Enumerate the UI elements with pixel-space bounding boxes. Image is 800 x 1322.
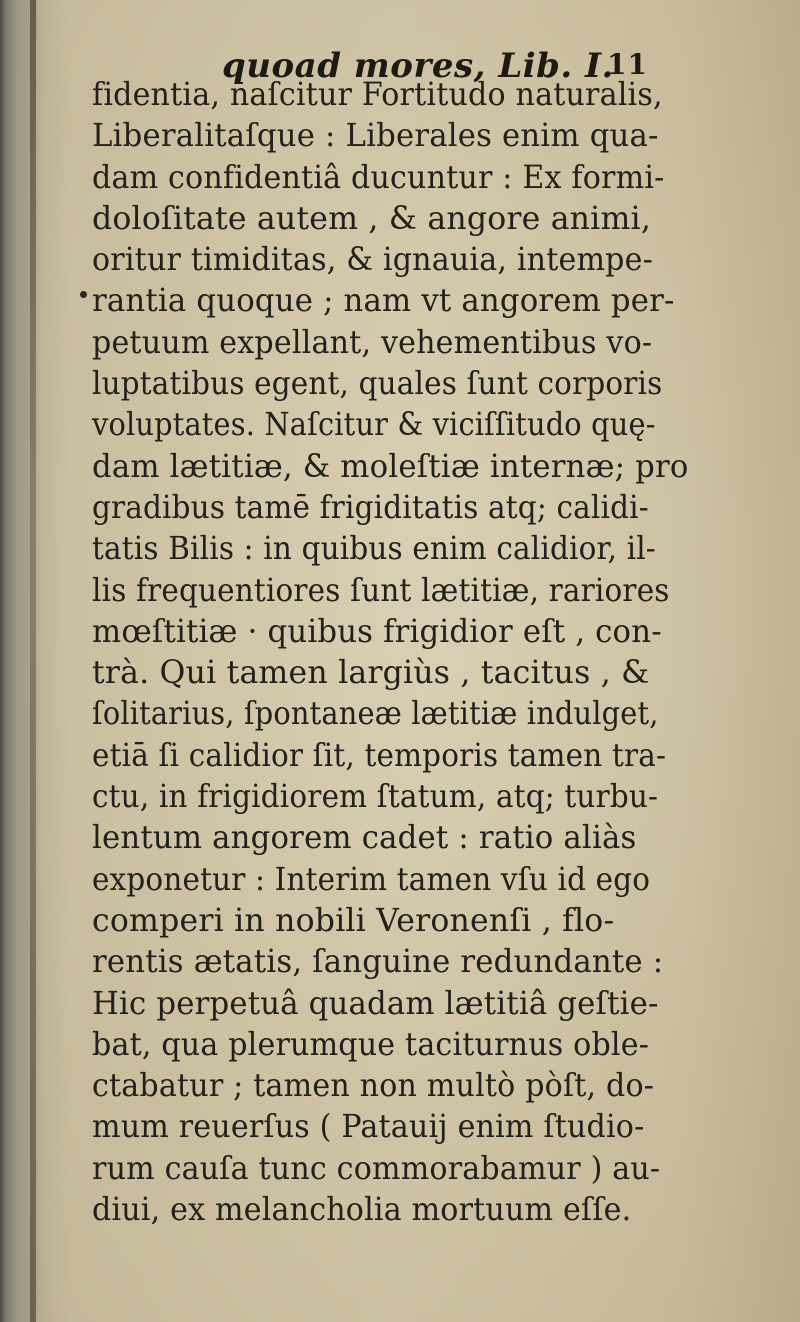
text-line: lentum angorem cadet : ratio aliàs	[92, 818, 637, 857]
text-line: trà. Qui tamen largiùs , tacitus , &	[92, 653, 650, 692]
text-line: ctabatur ; tamen non multò pòſt, do-	[92, 1066, 655, 1105]
text-line: rentis ætatis, ſanguine redundante :	[92, 942, 664, 981]
text-line: rantia quoque ; nam vt angorem per-	[92, 281, 675, 320]
text-line: dam confidentiâ ducuntur : Ex formi-	[92, 157, 665, 196]
body-text	[92, 74, 692, 1230]
text-line: voluptates. Naſcitur & viciſſitudo quę-	[92, 405, 656, 444]
text-line: diui, ex melancholia mortuum eſſe.	[92, 1190, 632, 1229]
binding-shadow	[30, 0, 36, 1322]
text-line: bat, qua plerumque taciturnus oble-	[92, 1024, 650, 1063]
text-line: petuum expellant, vehementibus vo-	[92, 322, 653, 361]
text-line: exponetur : Interim tamen vſu id ego	[92, 859, 651, 898]
text-line: Hic perpetuâ quadam lætitiâ geſtie-	[92, 983, 659, 1022]
text-line: oritur timiditas, & ignauia, intempe-	[92, 240, 653, 279]
text-line: mum reuerſus ( Patauij enim ſtudio-	[92, 1107, 645, 1146]
running-title: quoad mores, Lib. I.	[222, 46, 614, 86]
text-line: ctu, in frigidiorem ſtatum, atq; turbu-	[92, 777, 659, 816]
text-line: fidentia, naſcitur Fortitudo naturalis,	[92, 75, 663, 113]
margin-mark	[80, 291, 87, 298]
text-line: Liberalitaſque : Liberales enim qua-	[92, 116, 659, 155]
text-line: lis frequentiores ſunt lætitiæ, rariores	[92, 570, 670, 609]
page-number: 11	[607, 48, 648, 81]
text-line: comperi in nobili Veronenſi , flo-	[92, 900, 615, 939]
text-line: mœſtitiæ · quibus frigidior eſt , con-	[92, 611, 662, 650]
text-line: ſolitarius, ſpontaneæ lætitiæ indulget,	[92, 694, 659, 733]
text-line: dam lætitiæ, & moleſtiæ internæ; pro	[92, 446, 689, 485]
text-line: tatis Bilis : in quibus enim calidior, il-	[92, 529, 656, 568]
text-line: rum cauſa tunc commorabamur ) au-	[92, 1148, 661, 1187]
text-line: luptatibus egent, quales ſunt corporis	[92, 364, 663, 403]
text-line: doloſitate autem , & angore animi,	[92, 198, 652, 237]
text-line: etiā ſi calidior ſit, temporis tamen tra-	[92, 735, 667, 774]
text-line: gradibus tamē frigiditatis atq; calidi-	[92, 487, 649, 526]
